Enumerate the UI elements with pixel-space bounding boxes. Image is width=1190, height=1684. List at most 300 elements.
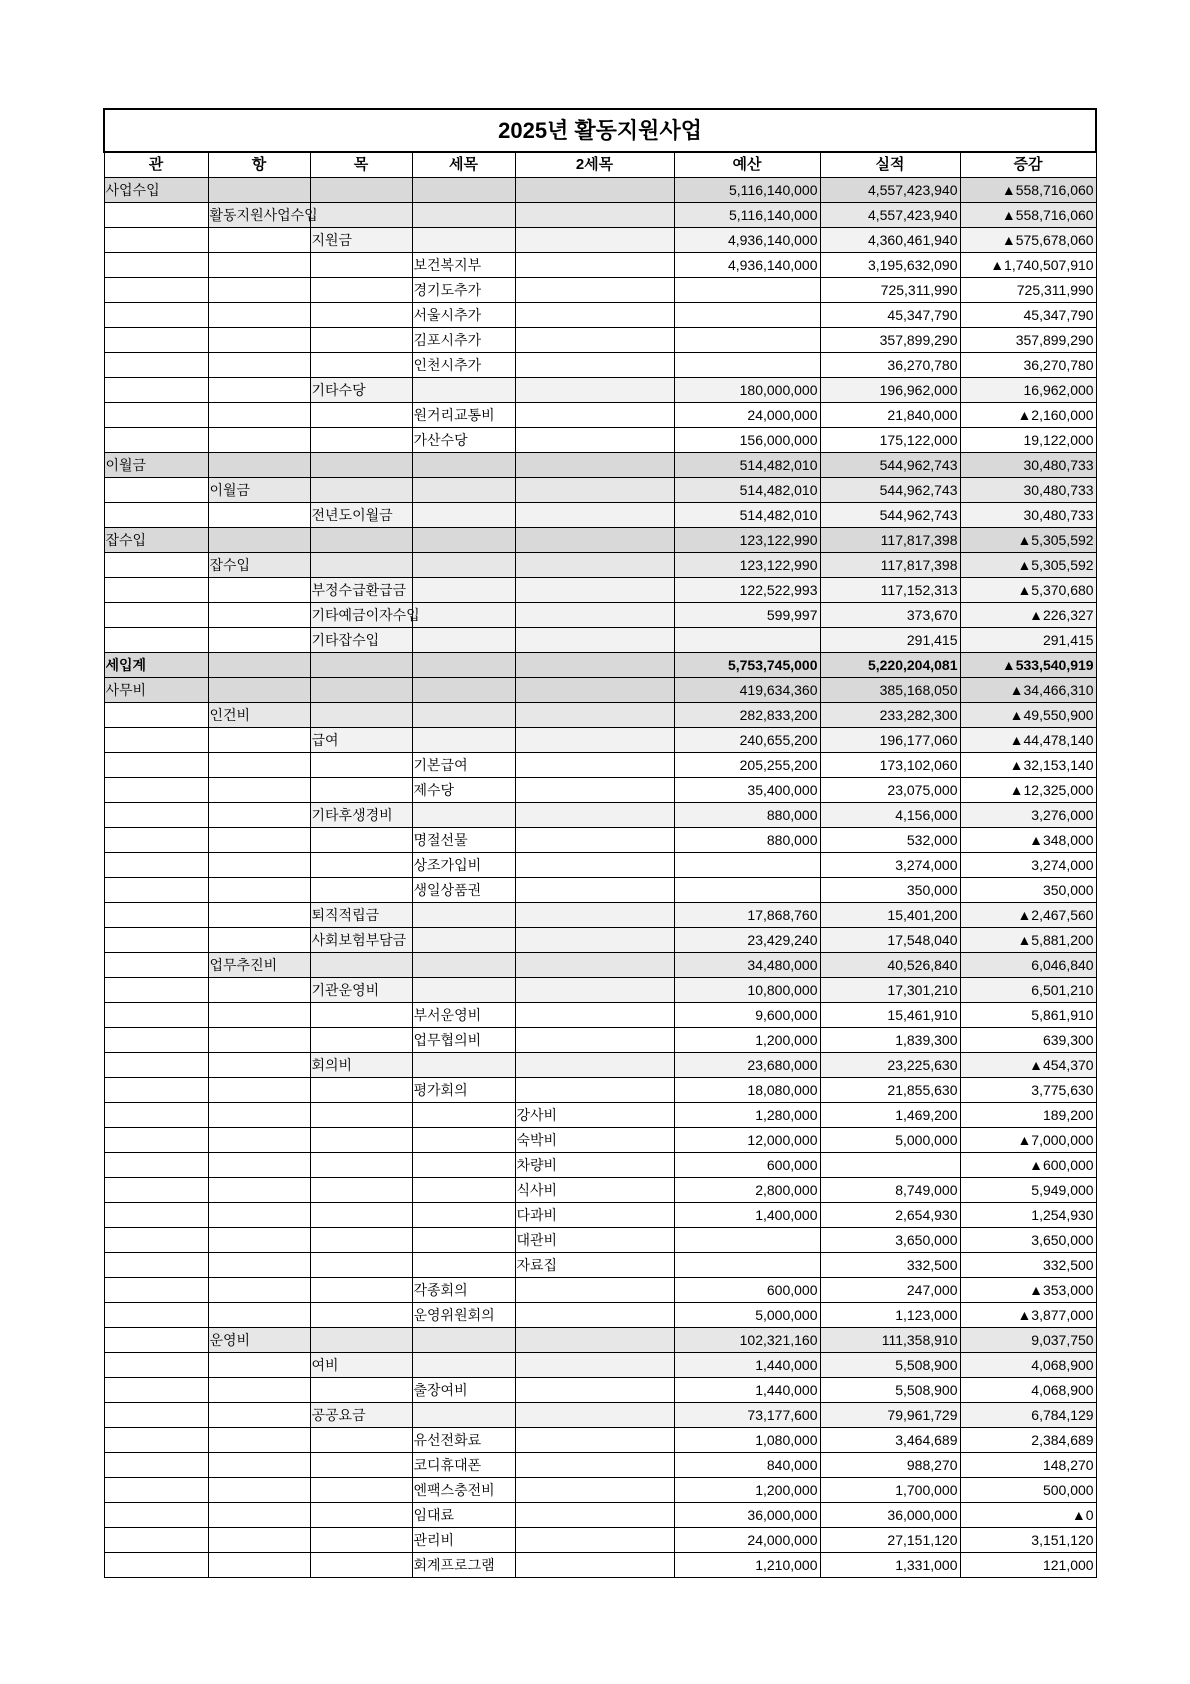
empty-cell	[104, 1428, 208, 1453]
empty-cell	[208, 578, 310, 603]
empty-cell	[208, 653, 310, 678]
row-label-text: 사무비	[105, 682, 147, 698]
col-header-gwan: 관	[104, 152, 208, 178]
empty-cell	[412, 1228, 515, 1253]
budget-cell: 102,321,160	[674, 1328, 820, 1353]
row-label	[412, 1303, 515, 1328]
empty-cell	[208, 503, 310, 528]
table-row	[104, 1153, 1096, 1178]
row-label-text: 코디휴대폰	[413, 1457, 482, 1473]
empty-cell	[104, 253, 208, 278]
empty-cell	[310, 1328, 412, 1353]
empty-cell	[310, 828, 412, 853]
diff-cell: 291,415	[960, 628, 1096, 653]
empty-cell	[515, 403, 674, 428]
col-header-diff: 증감	[960, 152, 1096, 178]
row-label	[412, 1453, 515, 1478]
empty-cell	[104, 928, 208, 953]
row-label	[412, 1378, 515, 1403]
row-label-text: 서울시추가	[413, 307, 482, 323]
empty-cell	[412, 978, 515, 1003]
diff-cell: 3,151,120	[960, 1528, 1096, 1553]
table-row	[104, 1028, 1096, 1053]
row-label-text: 인건비	[209, 707, 251, 723]
diff-cell: 4,068,900	[960, 1353, 1096, 1378]
empty-cell	[515, 1078, 674, 1103]
actual-cell: 17,548,040	[820, 928, 960, 953]
empty-cell	[104, 603, 208, 628]
table-row	[104, 353, 1096, 378]
row-label	[412, 1478, 515, 1503]
empty-cell	[515, 578, 674, 603]
empty-cell	[412, 1128, 515, 1153]
diff-cell: 639,300	[960, 1028, 1096, 1053]
empty-cell	[104, 728, 208, 753]
actual-cell: 725,311,990	[820, 278, 960, 303]
row-label	[412, 328, 515, 353]
row-label	[310, 1353, 412, 1378]
empty-cell	[412, 478, 515, 503]
actual-cell: 4,557,423,940	[820, 178, 960, 203]
empty-cell	[412, 653, 515, 678]
empty-cell	[208, 803, 310, 828]
row-label	[412, 403, 515, 428]
diff-cell: 357,899,290	[960, 328, 1096, 353]
empty-cell	[515, 378, 674, 403]
diff-cell: ▲5,881,200	[960, 928, 1096, 953]
diff-cell: 45,347,790	[960, 303, 1096, 328]
empty-cell	[515, 653, 674, 678]
diff-cell: 3,775,630	[960, 1078, 1096, 1103]
col-header-2semok: 2세목	[515, 152, 674, 178]
empty-cell	[412, 703, 515, 728]
budget-cell: 1,210,000	[674, 1553, 820, 1578]
table-row	[104, 1353, 1096, 1378]
empty-cell	[310, 1303, 412, 1328]
actual-cell: 350,000	[820, 878, 960, 903]
row-label	[515, 1203, 674, 1228]
row-label-text: 명절선물	[413, 832, 468, 848]
row-label-text: 잡수입	[105, 532, 147, 548]
empty-cell	[310, 478, 412, 503]
table-row	[104, 1453, 1096, 1478]
empty-cell	[104, 1028, 208, 1053]
empty-cell	[310, 1128, 412, 1153]
diff-cell: ▲353,000	[960, 1278, 1096, 1303]
budget-table	[103, 108, 1097, 1578]
budget-cell: 23,680,000	[674, 1053, 820, 1078]
actual-cell: 233,282,300	[820, 703, 960, 728]
diff-cell: 6,501,210	[960, 978, 1096, 1003]
empty-cell	[310, 653, 412, 678]
empty-cell	[310, 203, 412, 228]
budget-cell: 24,000,000	[674, 1528, 820, 1553]
actual-cell: 1,123,000	[820, 1303, 960, 1328]
row-label-text: 운영비	[209, 1332, 251, 1348]
empty-cell	[310, 328, 412, 353]
budget-cell: 840,000	[674, 1453, 820, 1478]
row-label	[412, 828, 515, 853]
empty-cell	[310, 678, 412, 703]
diff-cell: ▲575,678,060	[960, 228, 1096, 253]
empty-cell	[104, 1003, 208, 1028]
row-label-text: 급여	[311, 732, 339, 748]
row-label-text: 업무추진비	[209, 957, 278, 973]
actual-cell: 988,270	[820, 1453, 960, 1478]
actual-cell: 15,401,200	[820, 903, 960, 928]
budget-cell: 24,000,000	[674, 403, 820, 428]
empty-cell	[104, 303, 208, 328]
table-row	[104, 703, 1096, 728]
actual-cell: 111,358,910	[820, 1328, 960, 1353]
empty-cell	[310, 553, 412, 578]
diff-cell: 332,500	[960, 1253, 1096, 1278]
budget-cell: 1,200,000	[674, 1028, 820, 1053]
diff-cell: ▲44,478,140	[960, 728, 1096, 753]
row-label	[104, 678, 208, 703]
empty-cell	[104, 1403, 208, 1428]
empty-cell	[104, 278, 208, 303]
table-row	[104, 1103, 1096, 1128]
actual-cell: 373,670	[820, 603, 960, 628]
empty-cell	[104, 1453, 208, 1478]
row-label	[208, 953, 310, 978]
row-label	[412, 878, 515, 903]
empty-cell	[208, 878, 310, 903]
row-label	[515, 1153, 674, 1178]
budget-cell: 10,800,000	[674, 978, 820, 1003]
empty-cell	[310, 1528, 412, 1553]
empty-cell	[310, 1003, 412, 1028]
row-label-text: 사회보험부담금	[311, 932, 407, 948]
empty-cell	[515, 953, 674, 978]
empty-cell	[208, 1003, 310, 1028]
empty-cell	[104, 1253, 208, 1278]
empty-cell	[208, 1178, 310, 1203]
actual-cell: 332,500	[820, 1253, 960, 1278]
diff-cell: ▲32,153,140	[960, 753, 1096, 778]
budget-cell	[674, 853, 820, 878]
row-label	[412, 1528, 515, 1553]
row-label	[515, 1228, 674, 1253]
actual-cell: 79,961,729	[820, 1403, 960, 1428]
empty-cell	[310, 778, 412, 803]
row-label	[412, 278, 515, 303]
budget-cell: 1,440,000	[674, 1378, 820, 1403]
row-label	[310, 228, 412, 253]
empty-cell	[515, 753, 674, 778]
empty-cell	[412, 503, 515, 528]
empty-cell	[310, 278, 412, 303]
empty-cell	[104, 353, 208, 378]
budget-cell: 600,000	[674, 1278, 820, 1303]
budget-cell	[674, 878, 820, 903]
table-row	[104, 1478, 1096, 1503]
actual-cell: 4,360,461,940	[820, 228, 960, 253]
actual-cell: 247,000	[820, 1278, 960, 1303]
empty-cell	[208, 603, 310, 628]
empty-cell	[515, 478, 674, 503]
table-row	[104, 728, 1096, 753]
actual-cell: 23,075,000	[820, 778, 960, 803]
budget-cell: 36,000,000	[674, 1503, 820, 1528]
actual-cell: 117,817,398	[820, 528, 960, 553]
row-label-text: 원거리교통비	[413, 407, 495, 423]
empty-cell	[208, 178, 310, 203]
empty-cell	[515, 728, 674, 753]
empty-cell	[515, 1053, 674, 1078]
empty-cell	[310, 1178, 412, 1203]
row-label	[208, 203, 318, 228]
table-row	[104, 1403, 1096, 1428]
empty-cell	[515, 1028, 674, 1053]
budget-cell: 240,655,200	[674, 728, 820, 753]
row-label-text: 평가회의	[413, 1082, 468, 1098]
row-label-text: 공공요금	[311, 1407, 366, 1423]
table-row	[104, 1178, 1096, 1203]
empty-cell	[412, 803, 515, 828]
budget-cell: 2,800,000	[674, 1178, 820, 1203]
empty-cell	[310, 853, 412, 878]
empty-cell	[515, 203, 674, 228]
row-label	[412, 353, 515, 378]
actual-cell: 1,469,200	[820, 1103, 960, 1128]
empty-cell	[515, 1428, 674, 1453]
table-row	[104, 178, 1096, 203]
diff-cell: 1,254,930	[960, 1203, 1096, 1228]
budget-cell	[674, 1253, 820, 1278]
row-label	[310, 578, 412, 603]
actual-cell: 3,464,689	[820, 1428, 960, 1453]
empty-cell	[515, 528, 674, 553]
row-label	[104, 528, 208, 553]
diff-cell: 6,046,840	[960, 953, 1096, 978]
actual-cell: 36,000,000	[820, 1503, 960, 1528]
actual-cell: 175,122,000	[820, 428, 960, 453]
diff-cell: 4,068,900	[960, 1378, 1096, 1403]
empty-cell	[208, 228, 310, 253]
row-label-text: 출장여비	[413, 1382, 468, 1398]
col-header-mok: 목	[310, 152, 412, 178]
empty-cell	[104, 478, 208, 503]
empty-cell	[310, 1503, 412, 1528]
budget-cell: 23,429,240	[674, 928, 820, 953]
empty-cell	[208, 1103, 310, 1128]
diff-cell: 9,037,750	[960, 1328, 1096, 1353]
table-row	[104, 1253, 1096, 1278]
table-row	[104, 1328, 1096, 1353]
row-label-text: 회의비	[311, 1057, 353, 1073]
empty-cell	[310, 953, 412, 978]
empty-cell	[515, 228, 674, 253]
table-row	[104, 578, 1096, 603]
row-label	[310, 903, 412, 928]
diff-cell: 148,270	[960, 1453, 1096, 1478]
diff-cell: ▲348,000	[960, 828, 1096, 853]
table-row	[104, 478, 1096, 503]
empty-cell	[208, 903, 310, 928]
actual-cell: 357,899,290	[820, 328, 960, 353]
actual-cell: 4,156,000	[820, 803, 960, 828]
diff-cell: ▲0	[960, 1503, 1096, 1528]
budget-cell	[674, 303, 820, 328]
actual-cell: 3,650,000	[820, 1228, 960, 1253]
empty-cell	[208, 253, 310, 278]
actual-cell: 21,855,630	[820, 1078, 960, 1103]
row-label-text: 경기도추가	[413, 282, 482, 298]
row-label-text: 김포시추가	[413, 332, 482, 348]
budget-cell: 122,522,993	[674, 578, 820, 603]
empty-cell	[412, 678, 515, 703]
table-row	[104, 253, 1096, 278]
empty-cell	[515, 703, 674, 728]
empty-cell	[208, 1228, 310, 1253]
empty-cell	[104, 203, 208, 228]
diff-cell: 3,650,000	[960, 1228, 1096, 1253]
empty-cell	[515, 253, 674, 278]
actual-cell: 544,962,743	[820, 503, 960, 528]
empty-cell	[515, 1328, 674, 1353]
table-row	[104, 878, 1096, 903]
empty-cell	[104, 1528, 208, 1553]
empty-cell	[515, 428, 674, 453]
empty-cell	[104, 578, 208, 603]
table-row	[104, 978, 1096, 1003]
budget-cell: 600,000	[674, 1153, 820, 1178]
empty-cell	[515, 1378, 674, 1403]
row-label	[412, 1078, 515, 1103]
empty-cell	[310, 403, 412, 428]
empty-cell	[208, 1428, 310, 1453]
empty-cell	[515, 778, 674, 803]
empty-cell	[515, 1303, 674, 1328]
diff-cell: 36,270,780	[960, 353, 1096, 378]
row-label	[412, 853, 515, 878]
empty-cell	[515, 453, 674, 478]
col-header-semok: 세목	[412, 152, 515, 178]
row-label-text: 기타예금이자수입	[311, 607, 420, 623]
table-row	[104, 1078, 1096, 1103]
empty-cell	[515, 1478, 674, 1503]
empty-cell	[310, 253, 412, 278]
diff-cell: ▲2,467,560	[960, 903, 1096, 928]
diff-cell: 350,000	[960, 878, 1096, 903]
row-label-text: 지원금	[311, 232, 353, 248]
empty-cell	[208, 828, 310, 853]
empty-cell	[104, 428, 208, 453]
budget-cell: 419,634,360	[674, 678, 820, 703]
budget-cell: 514,482,010	[674, 453, 820, 478]
empty-cell	[208, 853, 310, 878]
table-row	[104, 678, 1096, 703]
budget-cell: 514,482,010	[674, 478, 820, 503]
table-row	[104, 1128, 1096, 1153]
empty-cell	[515, 853, 674, 878]
diff-cell: 19,122,000	[960, 428, 1096, 453]
actual-cell: 27,151,120	[820, 1528, 960, 1553]
empty-cell	[515, 1553, 674, 1578]
actual-cell: 1,839,300	[820, 1028, 960, 1053]
table-row	[104, 778, 1096, 803]
empty-cell	[208, 278, 310, 303]
empty-cell	[208, 1503, 310, 1528]
empty-cell	[104, 1278, 208, 1303]
table-row	[104, 1228, 1096, 1253]
empty-cell	[515, 353, 674, 378]
row-label	[412, 428, 515, 453]
row-label-text: 가산수당	[413, 432, 468, 448]
row-label-text: 자료집	[516, 1257, 558, 1273]
empty-cell	[104, 628, 208, 653]
row-label	[310, 978, 412, 1003]
table-body	[104, 178, 1096, 1578]
empty-cell	[515, 1453, 674, 1478]
row-label-text: 유선전화료	[413, 1432, 482, 1448]
actual-cell: 196,962,000	[820, 378, 960, 403]
empty-cell	[515, 178, 674, 203]
budget-cell: 180,000,000	[674, 378, 820, 403]
empty-cell	[208, 1378, 310, 1403]
empty-cell	[104, 828, 208, 853]
table-row	[104, 1503, 1096, 1528]
row-label	[412, 1553, 515, 1578]
empty-cell	[310, 453, 412, 478]
empty-cell	[515, 628, 674, 653]
row-label	[310, 378, 412, 403]
empty-cell	[208, 1303, 310, 1328]
diff-cell: ▲558,716,060	[960, 178, 1096, 203]
empty-cell	[208, 1528, 310, 1553]
table-row	[104, 503, 1096, 528]
empty-cell	[310, 1153, 412, 1178]
empty-cell	[515, 803, 674, 828]
row-label	[412, 1028, 515, 1053]
diff-cell: 121,000	[960, 1553, 1096, 1578]
row-label-text: 기타후생경비	[311, 807, 393, 823]
diff-cell: ▲558,716,060	[960, 203, 1096, 228]
actual-cell: 36,270,780	[820, 353, 960, 378]
actual-cell: 3,274,000	[820, 853, 960, 878]
row-label	[412, 778, 515, 803]
diff-cell: ▲34,466,310	[960, 678, 1096, 703]
actual-cell: 385,168,050	[820, 678, 960, 703]
empty-cell	[515, 503, 674, 528]
empty-cell	[104, 1553, 208, 1578]
empty-cell	[310, 1453, 412, 1478]
actual-cell: 5,508,900	[820, 1378, 960, 1403]
empty-cell	[412, 1153, 515, 1178]
table-title: 2025년 활동지원사업	[104, 109, 1096, 152]
empty-cell	[412, 578, 515, 603]
table-row	[104, 1278, 1096, 1303]
empty-cell	[104, 1103, 208, 1128]
empty-cell	[515, 928, 674, 953]
row-label-text: 숙박비	[516, 1132, 558, 1148]
table-row	[104, 1303, 1096, 1328]
row-label-text: 강사비	[516, 1107, 558, 1123]
budget-cell: 282,833,200	[674, 703, 820, 728]
empty-cell	[412, 228, 515, 253]
table-row	[104, 403, 1096, 428]
col-header-budget: 예산	[674, 152, 820, 178]
budget-cell: 514,482,010	[674, 503, 820, 528]
empty-cell	[515, 1003, 674, 1028]
empty-cell	[412, 1253, 515, 1278]
diff-cell: 725,311,990	[960, 278, 1096, 303]
empty-cell	[104, 1153, 208, 1178]
row-label	[412, 1003, 515, 1028]
actual-cell: 21,840,000	[820, 403, 960, 428]
